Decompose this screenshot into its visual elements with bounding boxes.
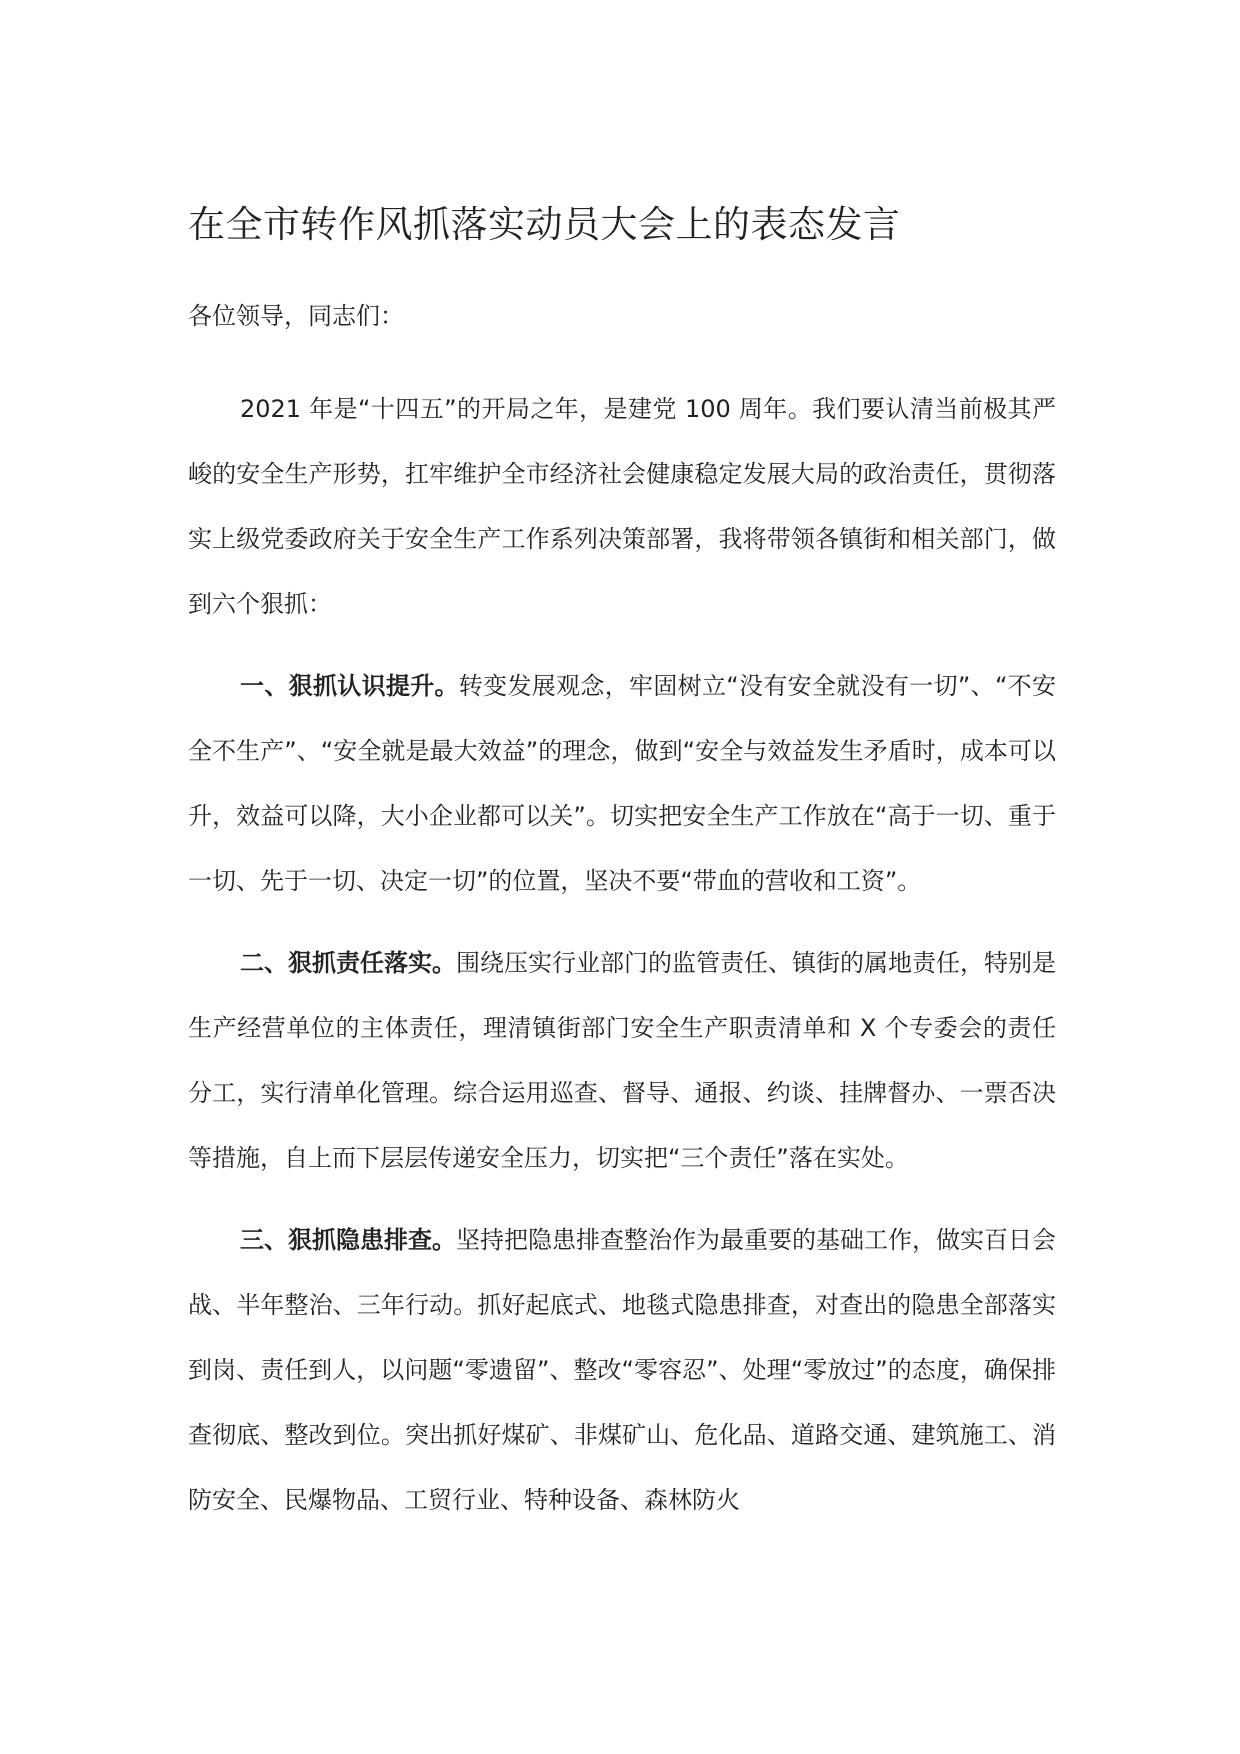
section-text-2: 围绕压实行业部门的监管责任、镇街的属地责任，特别是生产经营单位的主体责任，理清镇街部门安全生产职责清单和 X 个专委会的责任分工，实行清单化管理。综合运用巡查、督导、通报、约谈、挂牌督办、一票否决等措施，自上而下层层传递安全压力，切实把“三个责任”落在实处。 (188, 949, 1056, 1172)
section-text-3: 坚持把隐患排查整治作为最重要的基础工作，做实百日会战、半年整治、三年行动。抓好起底式、地毯式隐患排查，对查出的隐患全部落实到岗、责任到人，以问题“零遗留”、整改“零容忍”、处理“零放过”的态度，确保排查彻底、整改到位。突出抓好煤矿、非煤矿山、危化品、道路交通、建筑施工、消防安全、民爆物品、工贸行业、特种设备、森林防火 (188, 1226, 1056, 1514)
section-paragraph-2 (188, 931, 1056, 1191)
intro-paragraph: 2021 年是“十四五”的开局之年，是建党 100 周年。我们要认清当前极其严峻的安全生产形势，扛牢维护全市经济社会健康稳定发展大局的政治责任，贯彻落实上级党委政府关于安全生产工作系列决策部署，我将带领各镇街和相关部门，做到六个狠抓： (188, 395, 1056, 618)
document-page (188, 0, 1056, 1754)
section-paragraph-1 (188, 654, 1056, 914)
section-heading-3: 三、狠抓隐患排查。 (240, 1226, 456, 1254)
salutation: 各位领导，同志们： (188, 302, 404, 330)
document-title: 在全市转作风抓落实动员大会上的表态发言 (188, 203, 901, 246)
section-text-1: 转变发展观念，牢固树立“没有安全就没有一切”、“不安全不生产”、“安全就是最大效益”的理念，做到“安全与效益发生矛盾时，成本可以升，效益可以降，大小企业都可以关”。切实把安全生产工作放在“高于一切、重于一切、先于一切、决定一切”的位置，坚决不要“带血的营收和工资”。 (188, 672, 1057, 895)
document-body (188, 377, 1056, 1550)
section-heading-2: 二、狠抓责任落实。 (240, 949, 456, 977)
section-paragraph-3 (188, 1208, 1056, 1533)
section-heading-1: 一、狠抓认识提升。 (240, 672, 459, 700)
